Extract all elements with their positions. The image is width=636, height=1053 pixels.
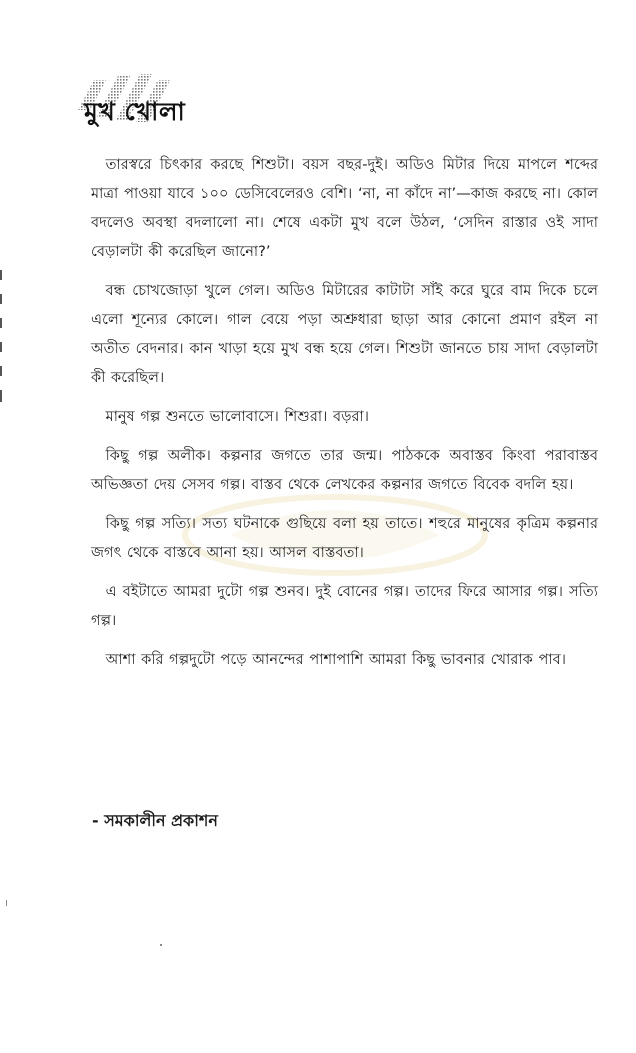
paragraph: তারস্বরে চিৎকার করছে শিশুটা। বয়স বছর-দুই। অডিও মিটার দিয়ে মাপলে শব্দের মাত্রা পাওয়া যাবে ১০০ ডেসিবেলেরও বেশি। ‘না, না কাঁদে না’—কাজ করছে না। কোল বদলেও অবস্থা বদলালো না। শেষে একটা মুখ বলে উঠল, ‘সেদিন রাস্তার ওই সাদা বেড়ালটা কী করেছিল জানো?’ [91, 156, 598, 260]
page-title: মুখ খোলা [84, 97, 186, 126]
publisher-signature: - সমকালীন প্রকাশন [92, 811, 218, 830]
paragraph: কিছু গল্প সত্যি। সত্য ঘটনাকে গুছিয়ে বলা হয় তাতে। শহুরে মানুষের কৃত্রিম কল্পনার জগৎ থেকে বাস্তবে আনা হয়। আসল বাস্তবতা। [91, 515, 598, 561]
paragraph: মানুষ গল্প শুনতে ভালোবাসে। শিশুরা। বড়রা। [105, 408, 369, 425]
margin-marks [0, 270, 8, 410]
paragraph: আশা করি গল্পদুটো পড়ে আনন্দের পাশাপাশি আমরা কিছু ভাবনার খোরাক পাব। [105, 651, 566, 668]
body-text [91, 150, 598, 684]
chapter-heading [72, 70, 212, 140]
paragraph: বন্ধ চোখজোড়া খুলে গেল। অডিও মিটারের কাটাটা সাঁই করে ঘুরে বাম দিকে চলে এলো শূন্যের কোলে। গাল বেয়ে পড়া অশ্রুধারা ছাড়া আর কোনো প্রমাণ রইল না অতীত বেদনার। কান খাড়া হয়ে মুখ বন্ধ হয়ে গেল। শিশুটা জানতে চায় সাদা বেড়ালটা কী করেছিল। [91, 282, 598, 386]
paragraph: এ বইটাতে আমরা দুটো গল্প শুনব। দুই বোনের গল্প। তাদের ফিরে আসার গল্প। সত্যি গল্প। [91, 583, 598, 629]
scan-speck [160, 944, 162, 946]
scan-speck [6, 900, 7, 906]
paragraph: কিছু গল্প অলীক। কল্পনার জগতে তার জন্ম। পাঠককে অবাস্তব কিংবা পরাবাস্তব অভিজ্ঞতা দেয় সেসব গল্প। বাস্তব থেকে লেখকের কল্পনার জগতে বিবেক বদলি হয়। [91, 447, 598, 493]
